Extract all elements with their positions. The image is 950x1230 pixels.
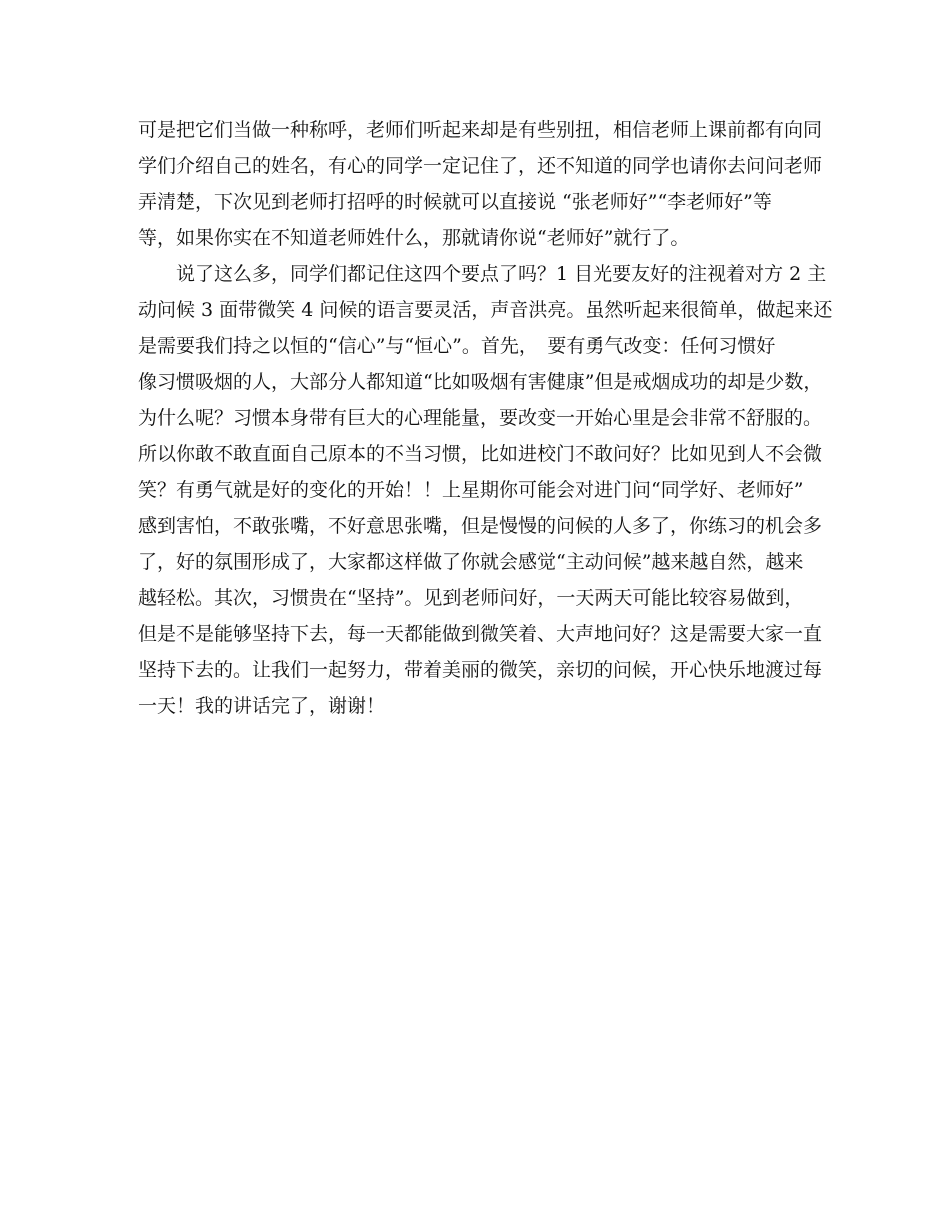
text-line: 越轻松。其次，习惯贵在“坚持”。见到老师问好，一天两天可能比较容易做到， bbox=[138, 587, 804, 609]
text-line: 了，好的氛围形成了，大家都这样做了你就会感觉“主动问候”越来越自然，越来 bbox=[138, 551, 804, 573]
text-line: 一天！我的讲话完了，谢谢！ bbox=[138, 695, 386, 717]
text-line: 但是不是能够坚持下去，每一天都能做到微笑着、大声地问好？这是需要大家一直 bbox=[138, 623, 823, 645]
speech-text bbox=[138, 112, 833, 724]
text-line: 坚持下去的。让我们一起努力，带着美丽的微笑，亲切的问候，开心快乐地渡过每 bbox=[138, 659, 823, 681]
text-line: 动问候 3 面带微笑 4 问候的语言要灵活，声音洪亮。虽然听起来很简单，做起来还 bbox=[138, 299, 833, 321]
text-line: 笑？有勇气就是好的变化的开始！！上星期你可能会对进门问“同学好、老师好” bbox=[138, 479, 804, 501]
text-line: 所以你敢不敢直面自己原本的不当习惯，比如进校门不敢问好？比如见到人不会微 bbox=[138, 443, 823, 465]
text-line: 像习惯吸烟的人，大部分人都知道“比如吸烟有害健康”但是戒烟成功的却是少数， bbox=[138, 371, 823, 393]
text-line: 等，如果你实在不知道老师姓什么，那就请你说“老师好”就行了。 bbox=[138, 227, 690, 249]
text-line: 弄清楚，下次见到老师打招呼的时候就可以直接说 “张老师好”“李老师好”等 bbox=[138, 191, 772, 213]
text-line: 感到害怕，不敢张嘴，不好意思张嘴，但是慢慢的问候的人多了，你练习的机会多 bbox=[138, 515, 823, 537]
text-line: 是需要我们持之以恒的“信心”与“恒心”。首先， 要有勇气改变：任何习惯好 bbox=[138, 335, 776, 357]
text-line: 为什么呢？习惯本身带有巨大的心理能量，要改变一开始心里是会非常不舒服的。 bbox=[138, 407, 823, 429]
text-line: 学们介绍自己的姓名，有心的同学一定记住了，还不知道的同学也请你去问问老师 bbox=[138, 155, 823, 177]
text-line: 可是把它们当做一种称呼，老师们听起来却是有些别扭，相信老师上课前都有向同 bbox=[138, 119, 823, 141]
text-line: 说了这么多，同学们都记住这四个要点了吗？1 目光要友好的注视着对方 2 主 bbox=[138, 263, 827, 285]
